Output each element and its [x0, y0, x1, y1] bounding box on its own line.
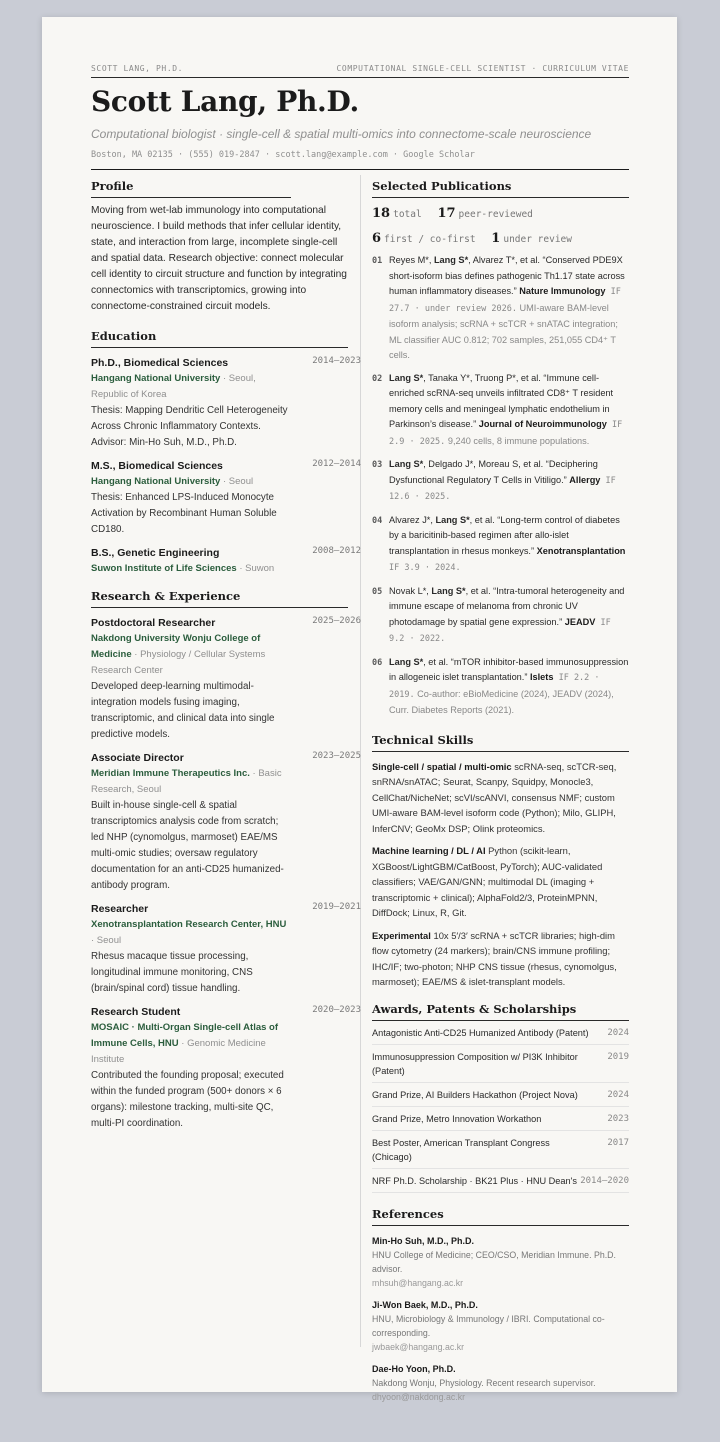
- references-heading: References: [372, 1207, 629, 1226]
- left-column: [91, 179, 361, 1142]
- entry-description: Rhesus macaque tissue processing, longitudinal immune monitoring, CNS (brain/spinal cord) tissue handling.: [91, 951, 253, 994]
- entry-item: [91, 902, 361, 997]
- publication-self-author: Lang S*: [431, 585, 466, 596]
- reference-description: HNU, Microbiology & Immunology / IBRI. Computational co-corresponding.: [372, 1313, 605, 1338]
- experience-section: [91, 589, 361, 1132]
- publication-self-author: Lang S*: [433, 255, 469, 265]
- contact-line: Boston, MA 02135 · (555) 019-2847 · scott.lang@example.com · Google Scholar: [91, 150, 475, 160]
- reference-name: Dae-Ho Yoon, Ph.D.: [372, 1363, 456, 1374]
- pub-stats-row-2: [372, 231, 629, 246]
- publication-journal: Islets: [529, 672, 554, 682]
- publication-self-author: Lang S*: [435, 514, 470, 525]
- publication-number: 06: [372, 657, 383, 668]
- awards-section: [372, 1002, 629, 1193]
- education-heading: Education: [91, 329, 348, 348]
- publication-authors-title: , et al. “Long-term control of diabetes by a baricitinib-based regimen after allo-islet transplantation in rhesus monkeys.”: [389, 514, 620, 556]
- publication-journal: JEADV: [564, 616, 596, 627]
- entry-organization: [91, 1020, 291, 1068]
- publication-extra: UMI-aware BAM-level isoform analysis; scRNA + scTCR + snATAC integration; ML classifier AUC 0.812; 702 samples, 251,055 CD4⁺ T cells.: [389, 302, 618, 360]
- reference-item: [372, 1298, 629, 1354]
- education-section: [91, 329, 361, 577]
- publication-extra: Co-author: eBioMedicine (2024), JEADV (2024), Curr. Diabetes Reports (2021).: [389, 688, 614, 715]
- entry-location: · Seoul: [220, 476, 254, 487]
- award-year: 2023: [607, 1113, 629, 1124]
- entry-item: [91, 616, 361, 743]
- publication-meta: IF 12.6 · 2025.: [389, 475, 616, 502]
- publication-item: [372, 457, 629, 506]
- top-bar-name: SCOTT LANG, PH.D.: [91, 64, 184, 73]
- cv-page: [42, 17, 677, 1402]
- entry-item: [91, 751, 361, 894]
- award-name: Grand Prize, Metro Innovation Workathon: [372, 1113, 542, 1124]
- entry-title: Postdoctoral Researcher: [91, 617, 216, 629]
- entry-description: Developed deep-learning multimodal-integration models fusing imaging, transcriptomic, and clinical data into single predictive models.: [91, 681, 275, 740]
- entry-org-name: Nakdong University Wonju College of Medicine: [91, 633, 261, 660]
- entry-organization: [91, 474, 291, 490]
- publication-item: [372, 513, 629, 577]
- publication-item: [372, 253, 629, 364]
- skill-item: [372, 843, 629, 921]
- stat-peer-label: peer-reviewed: [458, 209, 533, 220]
- skill-text: scRNA-seq, scTCR-seq, snRNA/snATAC; Seurat, Scanpy, Squidpy, Monocle3, CellChat/NicheNet; scVI/scANVI, consensus NMF; custom UMI-aware BAM-level isoform code (Python); Milo, GLIPH, InferCNV; GeoMx DSP; Olink proteomics.: [372, 760, 617, 834]
- publication-authors-title: , Tanaka Y*, Truong P*, et al. “Immune cell-enriched scRNA-seq unveils infiltrated CD8⁺ T resident memory cells and meningeal lymphatic endothelium in Parkinson’s disease.”: [389, 372, 614, 429]
- entry-organization: [91, 561, 291, 577]
- reference-email: dhyoon@nakdong.ac.kr: [372, 1391, 466, 1402]
- award-year: 2024: [607, 1027, 629, 1038]
- entry-organization: [91, 917, 291, 949]
- entry-title: Associate Director: [91, 752, 184, 764]
- publication-self-author: Lang S*: [389, 372, 424, 383]
- skill-item: [372, 928, 629, 990]
- entry-org-name: Hangang National University: [91, 476, 221, 487]
- publication-number: 01: [372, 256, 383, 266]
- stat-first-count: 6: [372, 231, 382, 246]
- entry-title: M.S., Biomedical Sciences: [91, 460, 223, 472]
- pub-stats-row-1: [372, 206, 629, 221]
- skills-heading: Technical Skills: [372, 733, 629, 752]
- column-divider: [360, 175, 361, 1347]
- award-year: 2017: [607, 1137, 629, 1148]
- awards-heading: Awards, Patents & Scholarships: [372, 1002, 629, 1021]
- entry-location: · Suwon: [236, 563, 275, 574]
- publication-list: [372, 253, 629, 719]
- publication-item: [372, 655, 629, 719]
- publication-extra: 9,240 cells, 8 immune populations.: [445, 435, 590, 446]
- skill-label: Machine learning / DL / AI: [372, 845, 486, 856]
- entry-organization: [91, 766, 291, 798]
- entry-date: 2020–2023: [312, 1005, 361, 1015]
- skill-text: Python (scikit-learn, XGBoost/LightGBM/CatBoost, PyTorch); AUC-validated classifiers; VAE/GAN/GNN; multimodal DL (imaging + transcriptomic + clinical); AlphaFold2/3, ProteinMPNN, DiffDock; Linux, R, Git.: [372, 845, 603, 918]
- award-year: 2019: [607, 1051, 629, 1062]
- entry-item: [91, 1005, 361, 1132]
- entry-description: Thesis: Enhanced LPS-Induced Monocyte Activation by Recombinant Human Soluble CD180.: [91, 492, 277, 535]
- entry-location: · Genomic Medicine Institute: [91, 1038, 266, 1065]
- entry-date: 2012–2014: [312, 459, 361, 469]
- entry-title: Ph.D., Biomedical Sciences: [91, 357, 229, 369]
- entry-org-name: Hangang National University: [91, 373, 221, 384]
- award-item: [372, 1107, 629, 1131]
- profile-section: [91, 179, 347, 315]
- entry-org-name: Xenotransplantation Research Center, HNU: [91, 919, 287, 930]
- entry-title: Research Student: [91, 1006, 181, 1018]
- publication-meta: IF 2.2 · 2019.: [389, 673, 600, 700]
- publication-meta: IF 9.2 · 2022.: [389, 617, 611, 644]
- experience-list: [91, 616, 361, 1132]
- top-rule: [91, 77, 629, 78]
- entry-date: 2023–2025: [312, 751, 361, 761]
- header-rule: [91, 169, 629, 170]
- stat-peer-count: 17: [437, 206, 456, 221]
- award-name: Grand Prize, AI Builders Hackathon (Project Nova): [372, 1089, 578, 1100]
- publications-section: [372, 179, 629, 719]
- page-title: Scott Lang, Ph.D.: [91, 85, 359, 118]
- reference-email: mhsuh@hangang.ac.kr: [372, 1277, 464, 1288]
- entry-title: B.S., Genetic Engineering: [91, 547, 220, 559]
- entry-description: Thesis: Mapping Dendritic Cell Heterogeneity Across Chronic Inflammatory Contexts. Advisor: Min-Ho Suh, M.D., Ph.D.: [91, 405, 288, 448]
- stat-review-label: under review: [503, 234, 572, 245]
- publication-number: 02: [372, 373, 383, 384]
- award-list: [372, 1021, 629, 1193]
- publication-journal: Journal of Neuroimmunology: [478, 419, 607, 429]
- award-item: [372, 1045, 629, 1083]
- award-year: 2024: [607, 1089, 629, 1100]
- reference-email: jwbaek@hangang.ac.kr: [372, 1341, 465, 1352]
- award-item: [372, 1083, 629, 1107]
- skill-text: 10x 5′/3′ scRNA + scTCR libraries; high-dim flow cytometry (24 markers); brain/CNS immune profiling; IHC/IF; two-photon; NHP CNS tissue (rhesus, cynomolgus, marmoset); EAE/MS & islet-transplant models.: [372, 929, 617, 987]
- publication-number: 05: [372, 586, 383, 597]
- stat-review-count: 1: [491, 231, 501, 246]
- entry-location: · Physiology / Cellular Systems Research Center: [91, 649, 266, 676]
- publication-authors-title: , Delgado J*, Moreau S, et al. “Deciphering Dysfunctional Regulatory T Cells in Vitiligo.”: [389, 459, 598, 485]
- reference-item: [372, 1234, 629, 1290]
- entry-date: 2019–2021: [312, 902, 361, 912]
- entry-location: · Seoul: [91, 935, 122, 946]
- award-name: Best Poster, American Transplant Congress (Chicago): [372, 1137, 550, 1162]
- skill-label: Single-cell / spatial / multi-omic: [372, 760, 512, 772]
- publication-authors-title: , et al. “mTOR inhibitor-based immunosuppression in allogeneic islet transplantation.”: [389, 656, 629, 682]
- publication-authors-pre: Novak L*,: [389, 585, 432, 596]
- entry-org-name: MOSAIC · Multi-Organ Single-cell Atlas of Immune Cells, HNU: [91, 1022, 279, 1049]
- award-item: [372, 1131, 629, 1169]
- reference-name: Min-Ho Suh, M.D., Ph.D.: [372, 1235, 474, 1246]
- reference-description: Nakdong Wonju, Physiology. Recent research supervisor.: [372, 1377, 596, 1388]
- award-item: [372, 1169, 629, 1193]
- experience-heading: Research & Experience: [91, 589, 348, 608]
- skill-label: Experimental: [372, 929, 431, 941]
- publication-number: 03: [372, 460, 383, 470]
- publication-item: [372, 584, 629, 648]
- reference-description: HNU College of Medicine; CEO/CSO, Meridian Immune. Ph.D. advisor.: [372, 1249, 616, 1274]
- publication-meta: IF 27.7 · under review 2026.: [389, 287, 621, 314]
- publication-authors-title: , Alvarez T*, et al. “Conserved PDE9X short-isoform bias defines pathogenic Th1.17 state across human inflammatory diseases.”: [389, 255, 625, 296]
- skill-list: [372, 759, 629, 990]
- publication-item: [372, 371, 629, 451]
- entry-item: [91, 356, 361, 451]
- publication-number: 04: [372, 515, 383, 526]
- publications-heading: Selected Publications: [372, 179, 629, 198]
- top-bar: [91, 64, 629, 73]
- education-list: [91, 356, 361, 577]
- entry-organization: [91, 631, 291, 679]
- award-year: 2014–2020: [580, 1175, 629, 1186]
- entry-date: 2014–2023: [312, 356, 361, 366]
- publication-journal: Xenotransplantation: [536, 545, 626, 556]
- reference-list: [372, 1234, 629, 1404]
- profile-text: Moving from wet-lab immunology into computational neuroscience. I build methods that infer cellular identity, state, and interaction from large, incomplete single-cell and spatial data. Research objective: connect molecular cell identity to circuit structure and function by integrating connectomics with transcriptomics, growing into connectome-constrained circuit models.: [91, 205, 347, 312]
- stat-total-count: 18: [372, 206, 391, 221]
- award-item: [372, 1021, 629, 1045]
- award-name: Immunosuppression Composition w/ PI3K Inhibitor (Patent): [372, 1051, 578, 1076]
- publication-authors-title: , et al. “Intra-tumoral heterogeneity and immune escape of melanoma from chronic UV photodamage by spatial gene expression.”: [389, 585, 625, 627]
- publication-authors-pre: Alvarez J*,: [389, 514, 436, 525]
- skill-item: [372, 759, 629, 837]
- award-name: Antagonistic Anti-CD25 Humanized Antibody (Patent): [372, 1027, 589, 1038]
- publication-meta: IF 3.9 · 2024.: [389, 563, 461, 573]
- entry-org-name: Meridian Immune Therapeutics Inc.: [91, 768, 250, 779]
- publication-self-author: Lang S*: [389, 656, 424, 667]
- entry-date: 2008–2012: [312, 546, 361, 556]
- profile-heading: Profile: [91, 179, 291, 198]
- publication-authors-pre: Reyes M*,: [389, 255, 434, 265]
- top-bar-role: COMPUTATIONAL SINGLE-CELL SCIENTIST · CURRICULUM VITAE: [336, 64, 629, 73]
- entry-date: 2025–2026: [312, 616, 361, 626]
- entry-location: · Basic Research, Seoul: [91, 768, 282, 795]
- entry-organization: [91, 371, 291, 403]
- publication-self-author: Lang S*: [389, 459, 424, 469]
- publication-meta: IF 2.9 · 2025.: [389, 420, 623, 447]
- publication-journal: Nature Immunology: [519, 286, 606, 296]
- entry-location: · Seoul, Republic of Korea: [91, 373, 256, 400]
- entry-title: Researcher: [91, 903, 149, 915]
- stat-first-label: first / co-first: [384, 234, 476, 245]
- award-name: NRF Ph.D. Scholarship · BK21 Plus · HNU Dean's: [372, 1175, 577, 1186]
- entry-item: [91, 459, 361, 538]
- entry-description: Built in-house single-cell & spatial transcriptomics analysis code from scratch; led NHP (cynomolgus, marmoset) EAE/MS multi-omic studies; oversaw regulatory documentation for an anti-CD25 humanized-antibody program.: [91, 800, 284, 891]
- skills-section: [372, 733, 629, 990]
- stat-total-label: total: [393, 209, 422, 220]
- reference-name: Ji-Won Baek, M.D., Ph.D.: [372, 1299, 478, 1310]
- publication-journal: Allergy: [569, 474, 601, 485]
- references-section: [372, 1207, 629, 1404]
- entry-item: [91, 546, 361, 577]
- reference-item: [372, 1362, 629, 1404]
- right-column: [372, 179, 629, 1414]
- entry-org-name: Suwon Institute of Life Sciences: [91, 563, 237, 574]
- tagline: Computational biologist · single-cell & spatial multi-omics into connectome-scale neuroscience: [91, 127, 592, 141]
- entry-description: Contributed the founding proposal; executed within the funded program (500+ donors × 6 organs): milestone tracking, multi-site QC, multi-PI coordination.: [91, 1070, 284, 1129]
